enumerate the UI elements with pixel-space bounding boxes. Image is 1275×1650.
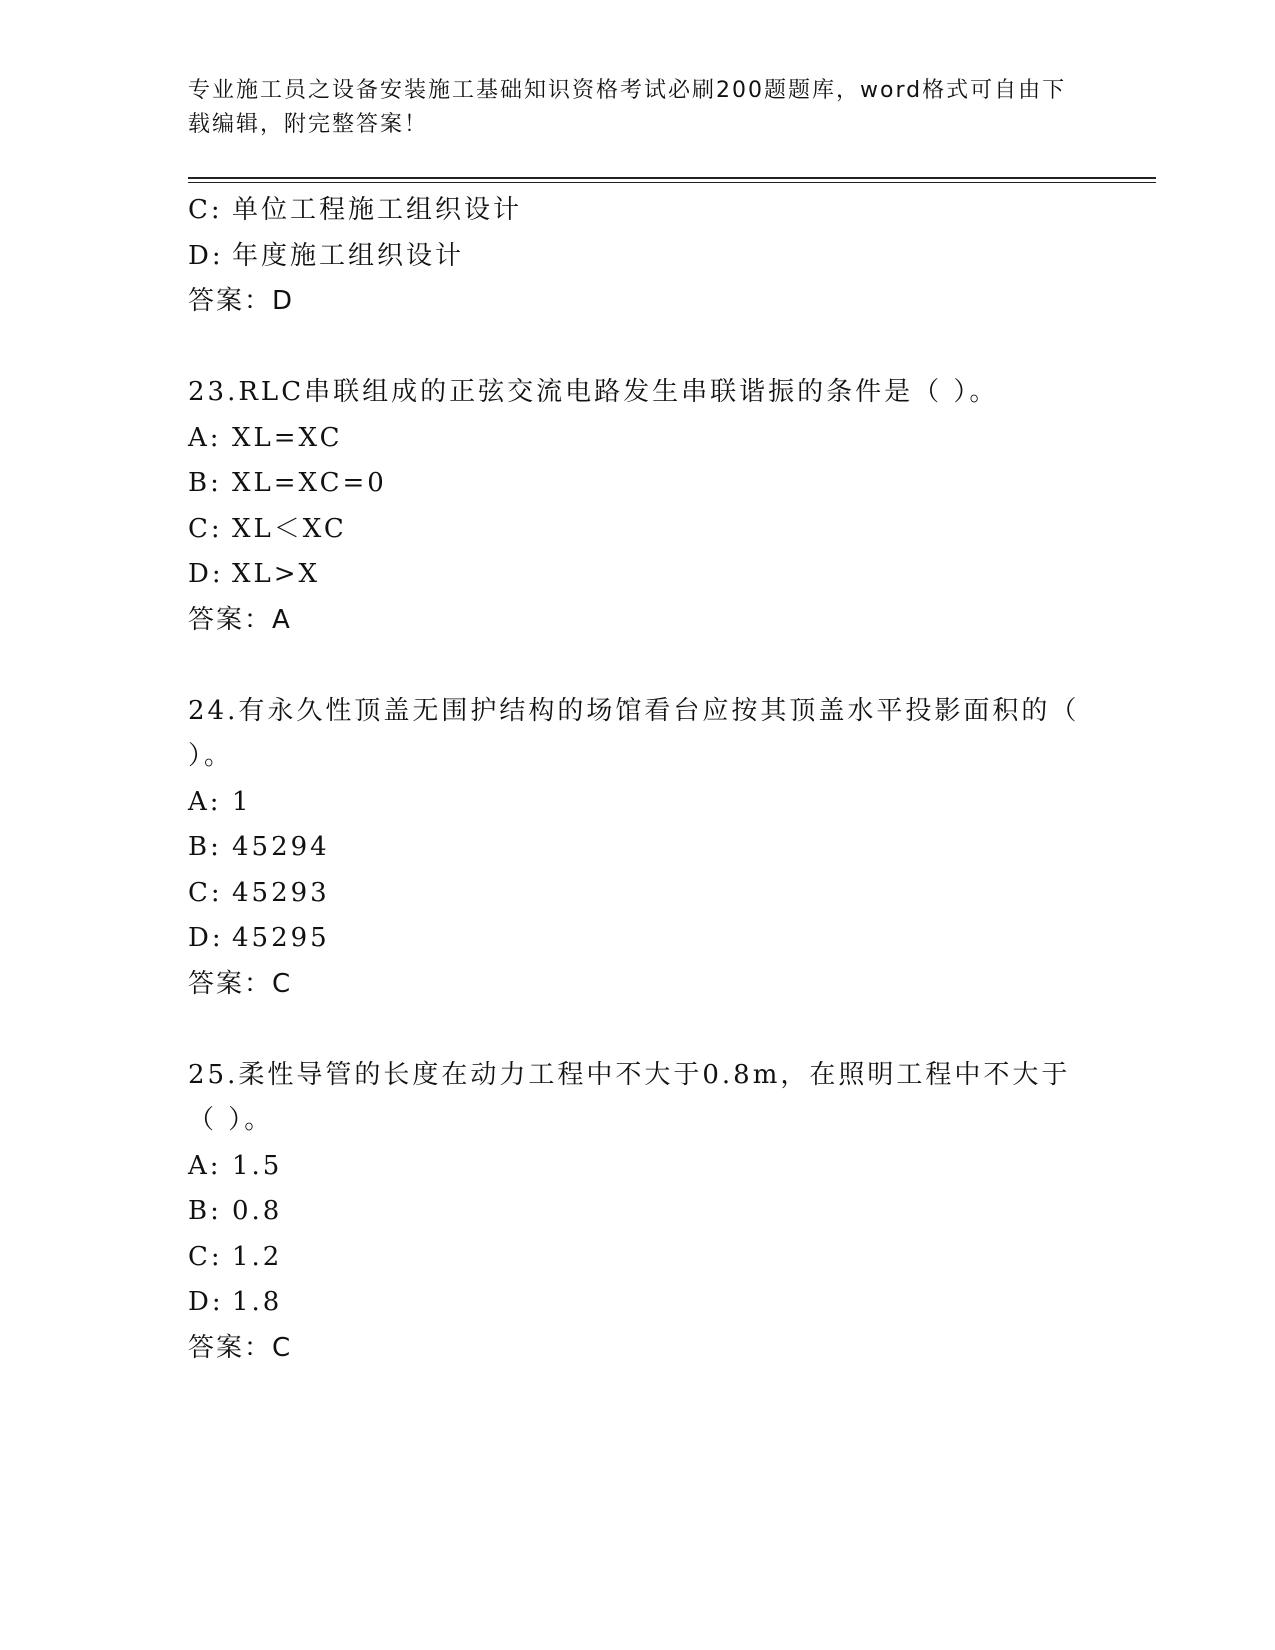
option-row [188,234,1088,280]
option-label: C: [188,1241,223,1272]
option-row [188,416,1088,462]
option-row [188,1235,1088,1281]
option-row [188,507,1088,553]
option-row [188,825,1088,871]
option-row [188,1280,1088,1326]
option-text: 1.8 [232,1287,283,1317]
header-rule-thin [188,182,1156,183]
option-row [188,188,1088,234]
option-row [188,871,1088,917]
option-label: C: [188,195,223,225]
option-text: 1.2 [232,1241,283,1272]
option-text: 45293 [232,877,330,908]
option-label: D: [188,240,224,271]
option-label: B: [188,468,222,498]
option-label: D: [188,559,224,589]
option-text: XL=XC [232,422,343,453]
option-text: 1 [232,786,252,817]
option-label: D: [188,923,224,953]
question-content [188,188,1088,1371]
question-stem: 25.柔性导管的长度在动力工程中不大于0.8m，在照明工程中不大于（ ）。 [188,1059,1071,1135]
option-text: XL>X [232,559,321,589]
option-text: 0.8 [232,1196,283,1226]
option-row [188,916,1088,962]
option-label: A: [188,422,222,453]
option-text: 45295 [232,923,330,953]
option-row [188,780,1088,826]
option-label: B: [188,832,222,862]
option-text: XL=XC=0 [232,468,387,498]
option-label: C: [188,877,223,908]
document-header: 专业施工员之设备安装施工基础知识资格考试必刷200题题库，word格式可自由下载编辑，附完整答案！ [188,78,1067,137]
answer-line: 答案：C [188,1332,293,1363]
option-label: A: [188,1150,222,1181]
option-text: 45294 [232,832,330,862]
option-label: C: [188,513,223,544]
question-stem: 23.RLC串联组成的正弦交流电路发生串联谐振的条件是（ ）。 [188,377,999,407]
option-text: XL＜XC [232,513,347,544]
option-row [188,1144,1088,1190]
option-row [188,552,1088,598]
option-text: 单位工程施工组织设计 [232,195,523,225]
option-row [188,461,1088,507]
option-text: 1.5 [232,1150,283,1181]
option-text: 年度施工组织设计 [232,240,465,271]
option-label: B: [188,1196,222,1226]
question-stem: 24.有永久性顶盖无围护结构的场馆看台应按其顶盖水平投影面积的（ ）。 [188,695,1080,771]
header-rule-thick [188,177,1156,179]
answer-line: 答案：D [188,286,295,316]
option-label: D: [188,1287,224,1317]
answer-line: 答案：C [188,968,293,999]
option-label: A: [188,786,222,817]
answer-line: 答案：A [188,604,292,635]
option-row [188,1189,1088,1235]
